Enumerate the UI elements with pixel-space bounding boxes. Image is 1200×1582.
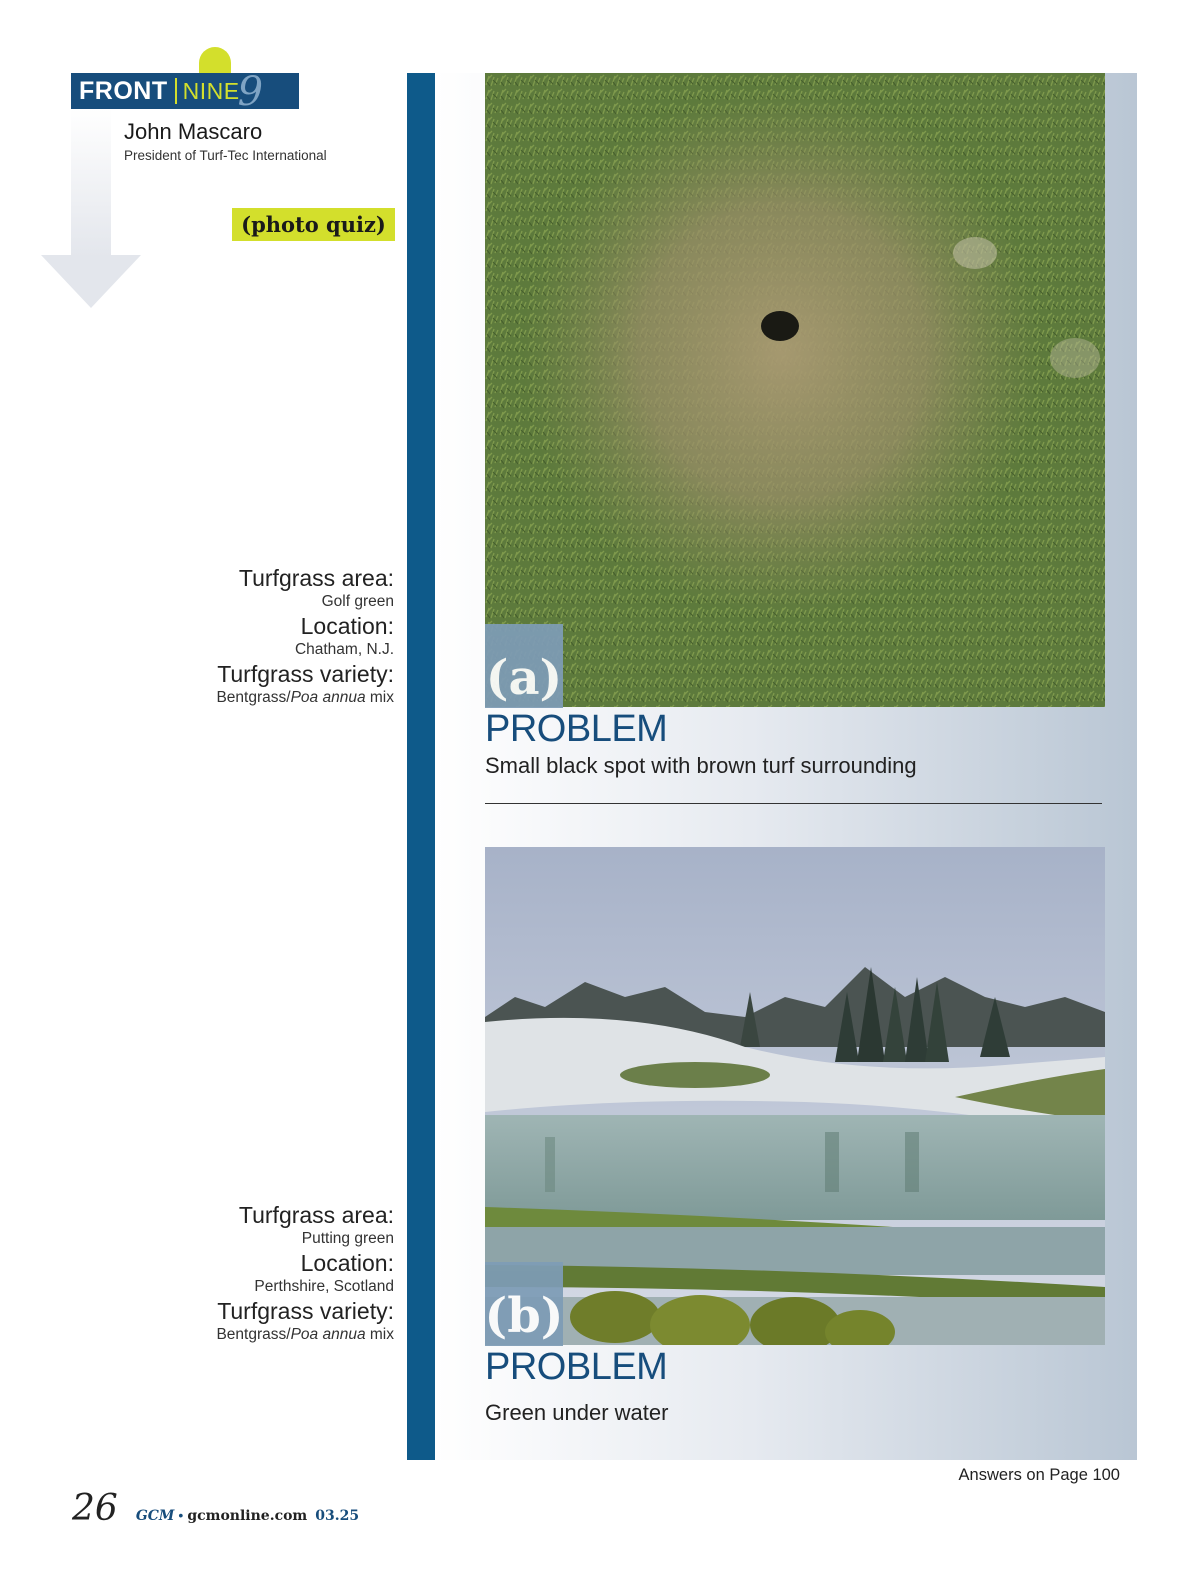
front-nine-logo [71,69,299,115]
photo-quiz-badge: (photo quiz) [232,208,395,241]
quiz-b-info [54,1203,394,1347]
panel-accent-bar [407,73,435,1460]
variety-species: Poa annua [290,1326,366,1343]
variety-prefix: Bentgrass/ [216,689,291,706]
photo-b-flooded-green [485,847,1105,1345]
variety-label: Turfgrass variety: [217,1298,394,1324]
variety-value [54,686,394,710]
quiz-a-info [54,566,394,710]
variety-species: Poa annua [290,689,366,706]
problem-b-description: Green under water [485,1400,669,1425]
turf-area-label: Turfgrass area: [238,1202,394,1228]
turf-area-label: Turfgrass area: [238,565,394,591]
variety-label: Turfgrass variety: [217,661,394,687]
location-label: Location: [300,1250,394,1276]
photo-a-letter-badge: (a) [485,624,563,708]
variety-suffix: mix [365,1326,394,1343]
down-arrow-graphic [71,108,111,258]
magazine-name: GCM [135,1508,175,1524]
website-link[interactable]: gcmonline.com [187,1508,308,1524]
turf-area-value: Golf green [321,593,394,610]
variety-suffix: mix [365,689,394,706]
issue-date: 03.25 [315,1508,360,1524]
logo-divider [175,78,177,104]
problem-b-heading: PROBLEM [485,1346,668,1388]
page-footer [72,1488,359,1529]
turf-area-value: Putting green [301,1230,394,1247]
logo-front-text: FRONT [79,76,168,105]
author-title: President of Turf-Tec International [124,148,327,163]
logo-nine-text: NINE [182,77,240,104]
problem-a-description: Small black spot with brown turf surrounding [485,753,917,778]
location-value: Chatham, N.J. [294,641,394,658]
page-number: 26 [72,1488,118,1529]
problem-a-heading: PROBLEM [485,708,668,750]
author-name: John Mascaro [124,119,263,144]
down-arrow-icon [41,255,141,308]
footer-separator: • [178,1507,184,1523]
photo-b-letter-badge: (b) [485,1262,563,1346]
location-label: Location: [300,613,394,639]
photo-a-turf-spot [485,73,1105,707]
variety-prefix: Bentgrass/ [216,1326,291,1343]
location-value: Perthshire, Scotland [254,1278,394,1295]
logo-nine-glyph: 9 [237,69,264,115]
answers-note: Answers on Page 100 [958,1466,1120,1484]
section-divider [485,803,1102,804]
leaf-logo-accent [199,47,231,73]
variety-value [54,1323,394,1347]
